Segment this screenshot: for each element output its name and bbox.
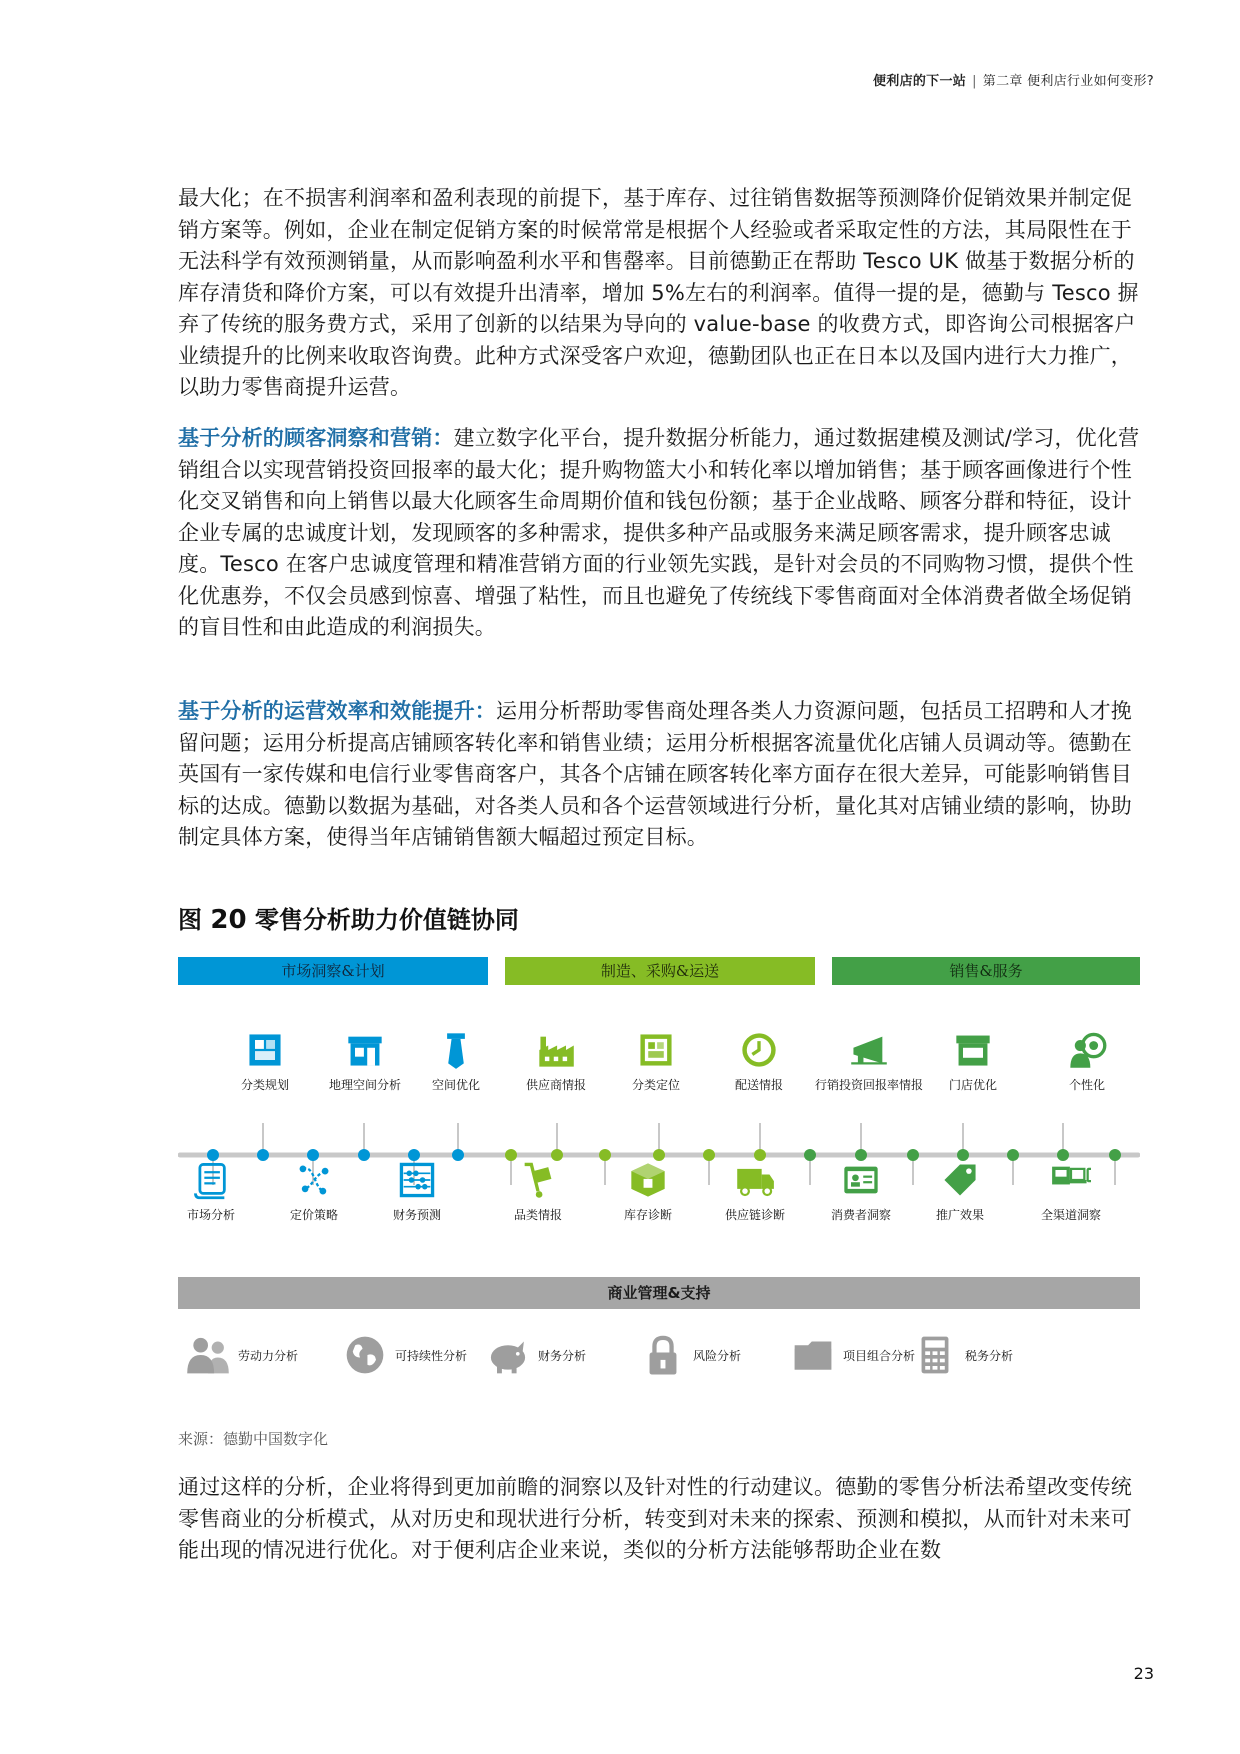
top-node <box>809 1030 929 1093</box>
hand-truck-icon <box>518 1160 558 1200</box>
paragraph-3-lead: 基于分析的运营效率和效能提升： <box>178 699 496 723</box>
package-icon <box>628 1160 668 1200</box>
top-node <box>913 1030 1033 1093</box>
node-label: 分类定位 <box>631 1078 680 1092</box>
support-item <box>791 1333 915 1377</box>
node-label: 全渠道洞察 <box>1040 1208 1101 1222</box>
bottom-node <box>357 1160 477 1223</box>
shop-icon <box>953 1030 993 1070</box>
band-support: 商业管理&支持 <box>178 1277 1140 1309</box>
truck-icon <box>735 1160 775 1200</box>
header-chapter: 第二章 便利店行业如何变形? <box>982 74 1154 89</box>
figure-prefix: 图 <box>178 906 202 934</box>
node-label: 门店优化 <box>948 1078 997 1092</box>
bottom-node <box>254 1160 374 1223</box>
folder-icon <box>791 1333 835 1377</box>
bottom-node <box>151 1160 271 1223</box>
node-label: 推广效果 <box>935 1208 984 1222</box>
page-number: 23 <box>1133 1664 1154 1683</box>
support-item <box>186 1333 298 1377</box>
abacus-icon <box>397 1160 437 1200</box>
node-label: 配送情报 <box>734 1078 783 1092</box>
bottom-node <box>588 1160 708 1223</box>
price-flow-icon <box>294 1160 334 1200</box>
top-node <box>1027 1030 1147 1093</box>
support-item-label: 劳动力分析 <box>238 1348 299 1363</box>
id-card-icon <box>841 1160 881 1200</box>
header-title: 便利店的下一站 <box>872 74 967 89</box>
support-item-label: 可持续性分析 <box>395 1348 468 1363</box>
support-item-label: 风险分析 <box>693 1348 742 1363</box>
megaphone-icon <box>849 1030 889 1070</box>
band-manufacture: 制造、采购&运送 <box>505 957 815 985</box>
figure-title <box>178 900 519 935</box>
support-item <box>913 1333 1013 1377</box>
node-label: 行销投资回报率情报 <box>814 1078 923 1092</box>
omni-devices-icon <box>1051 1160 1091 1200</box>
paragraph-4: 通过这样的分析，企业将得到更加前瞻的洞察以及针对性的行动建议。德勤的零售分析法希望改变传统零售商业的分析模式，从对历史和现状进行分析，转变到对未来的探索、预测和模拟，从而针对未来可能出现的情况进行优化。对于便利店企业来说，类似的分析方法能够帮助企业在数 <box>178 1475 1132 1562</box>
node-label: 个性化 <box>1068 1078 1105 1092</box>
tie-icon <box>436 1030 476 1070</box>
value-chain-diagram <box>178 955 1140 1395</box>
target-person-icon <box>1067 1030 1107 1070</box>
paragraph-3-body: 运用分析帮助零售商处理各类人力资源问题，包括员工招聘和人才挽留问题；运用分析提高店铺顾客转化率和销售业绩；运用分析根据客流量优化店铺人员调动等。德勤在英国有一家传媒和电信行业零售商客户，其各个店铺在顾客转化率方面存在很大差异，可能影响销售目标的达成。德勤以数据为基础，对各类人员和各个运营领域进行分析，量化其对店铺业绩的影响，协助制定具体方案，使得当年店铺销售额大幅超过预定目标。 <box>178 699 1132 849</box>
top-node <box>596 1030 716 1093</box>
support-item-label: 项目组合分析 <box>843 1348 916 1363</box>
storefront-icon <box>345 1030 385 1070</box>
node-label: 供应商情报 <box>525 1078 586 1092</box>
paragraph-3 <box>178 696 1150 854</box>
band-market-insight: 市场洞察&计划 <box>178 957 488 985</box>
node-label: 品类情报 <box>513 1208 562 1222</box>
node-label: 分类规划 <box>240 1078 289 1092</box>
piggy-bank-icon <box>486 1333 530 1377</box>
bottom-node <box>900 1160 1020 1223</box>
support-item <box>641 1333 741 1377</box>
people-icon <box>186 1333 230 1377</box>
bottom-node <box>1011 1160 1131 1223</box>
node-label: 供应链诊断 <box>724 1208 785 1222</box>
clock-icon <box>739 1030 779 1070</box>
paragraph-2 <box>178 423 1150 644</box>
calculator-icon <box>913 1333 957 1377</box>
node-label: 消费者洞察 <box>830 1208 891 1222</box>
figure-number: 20 <box>210 905 247 935</box>
support-item <box>343 1333 467 1377</box>
header-separator: | <box>972 74 977 89</box>
paragraph-2-lead: 基于分析的顾客洞察和营销： <box>178 426 454 450</box>
support-item-label: 财务分析 <box>538 1348 587 1363</box>
node-label: 定价策略 <box>289 1208 338 1222</box>
scroll-icon <box>191 1160 231 1200</box>
node-label: 库存诊断 <box>623 1208 672 1222</box>
category-planning-icon <box>245 1030 285 1070</box>
tag-icon <box>940 1160 980 1200</box>
figure-source: 来源：德勤中国数字化 <box>178 1430 329 1448</box>
paragraph-2-body: 建立数字化平台，提升数据分析能力，通过数据建模及测试/学习，优化营销组合以实现营销投资回报率的最大化；提升购物篮大小和转化率以增加销售；基于顾客画像进行个性化交叉销售和向上销售以最大化顾客生命周期价值和钱包份额；基于企业战略、顾客分群和特征，设计企业专属的忠诚度计划，发现顾客的多种需求，提供多种产品或服务来满足顾客需求，提升顾客忠诚度。Tesco 在客户忠诚度管理和精准营销方面的行业领先实践，是针对会员的不同购物习惯，提供个性化优惠券，不仅会员感到惊喜、增强了粘性，而且也避免了传统线下零售商面对全体消费者做全场促销的盲目性和由此造成的利润损失。 <box>178 426 1140 639</box>
node-label: 市场分析 <box>186 1208 235 1222</box>
factory-icon <box>536 1030 576 1070</box>
running-header <box>873 70 1154 89</box>
bottom-node <box>478 1160 598 1223</box>
node-label: 地理空间分析 <box>328 1078 401 1092</box>
lock-icon <box>641 1333 685 1377</box>
band-sales: 销售&服务 <box>832 957 1140 985</box>
paragraph-1: 最大化；在不损害利润率和盈利表现的前提下，基于库存、过往销售数据等预测降价促销效果并制定促销方案等。例如，企业在制定促销方案的时候常常是根据个人经验或者采取定性的方法，其局限性在于无法科学有效预测销量，从而影响盈利水平和售罄率。目前德勤正在帮助 Tesco UK 做基于数据分析的库存清货和降价方案，可以有效提升出清率，增加 5%左右的利润率。值得一提的是，德勤与 Tesco 摒弃了传统的服务费方式，采用了创新的以结果为导向的 value-base 的收费方式，即咨询公司根据客户业绩提升的比例来收取咨询费。此种方式深受客户欢迎，德勤团队也正在日本以及国内进行大力推广，以助力零售商提升运营。 <box>178 186 1139 399</box>
bottom-node <box>695 1160 815 1223</box>
grid-box-icon <box>636 1030 676 1070</box>
globe-icon <box>343 1333 387 1377</box>
figure-caption: 零售分析助力价值链协同 <box>254 906 519 934</box>
top-node <box>699 1030 819 1093</box>
support-item <box>486 1333 586 1377</box>
support-item-label: 税务分析 <box>965 1348 1014 1363</box>
node-label: 财务预测 <box>392 1208 441 1222</box>
node-label: 空间优化 <box>431 1078 480 1092</box>
